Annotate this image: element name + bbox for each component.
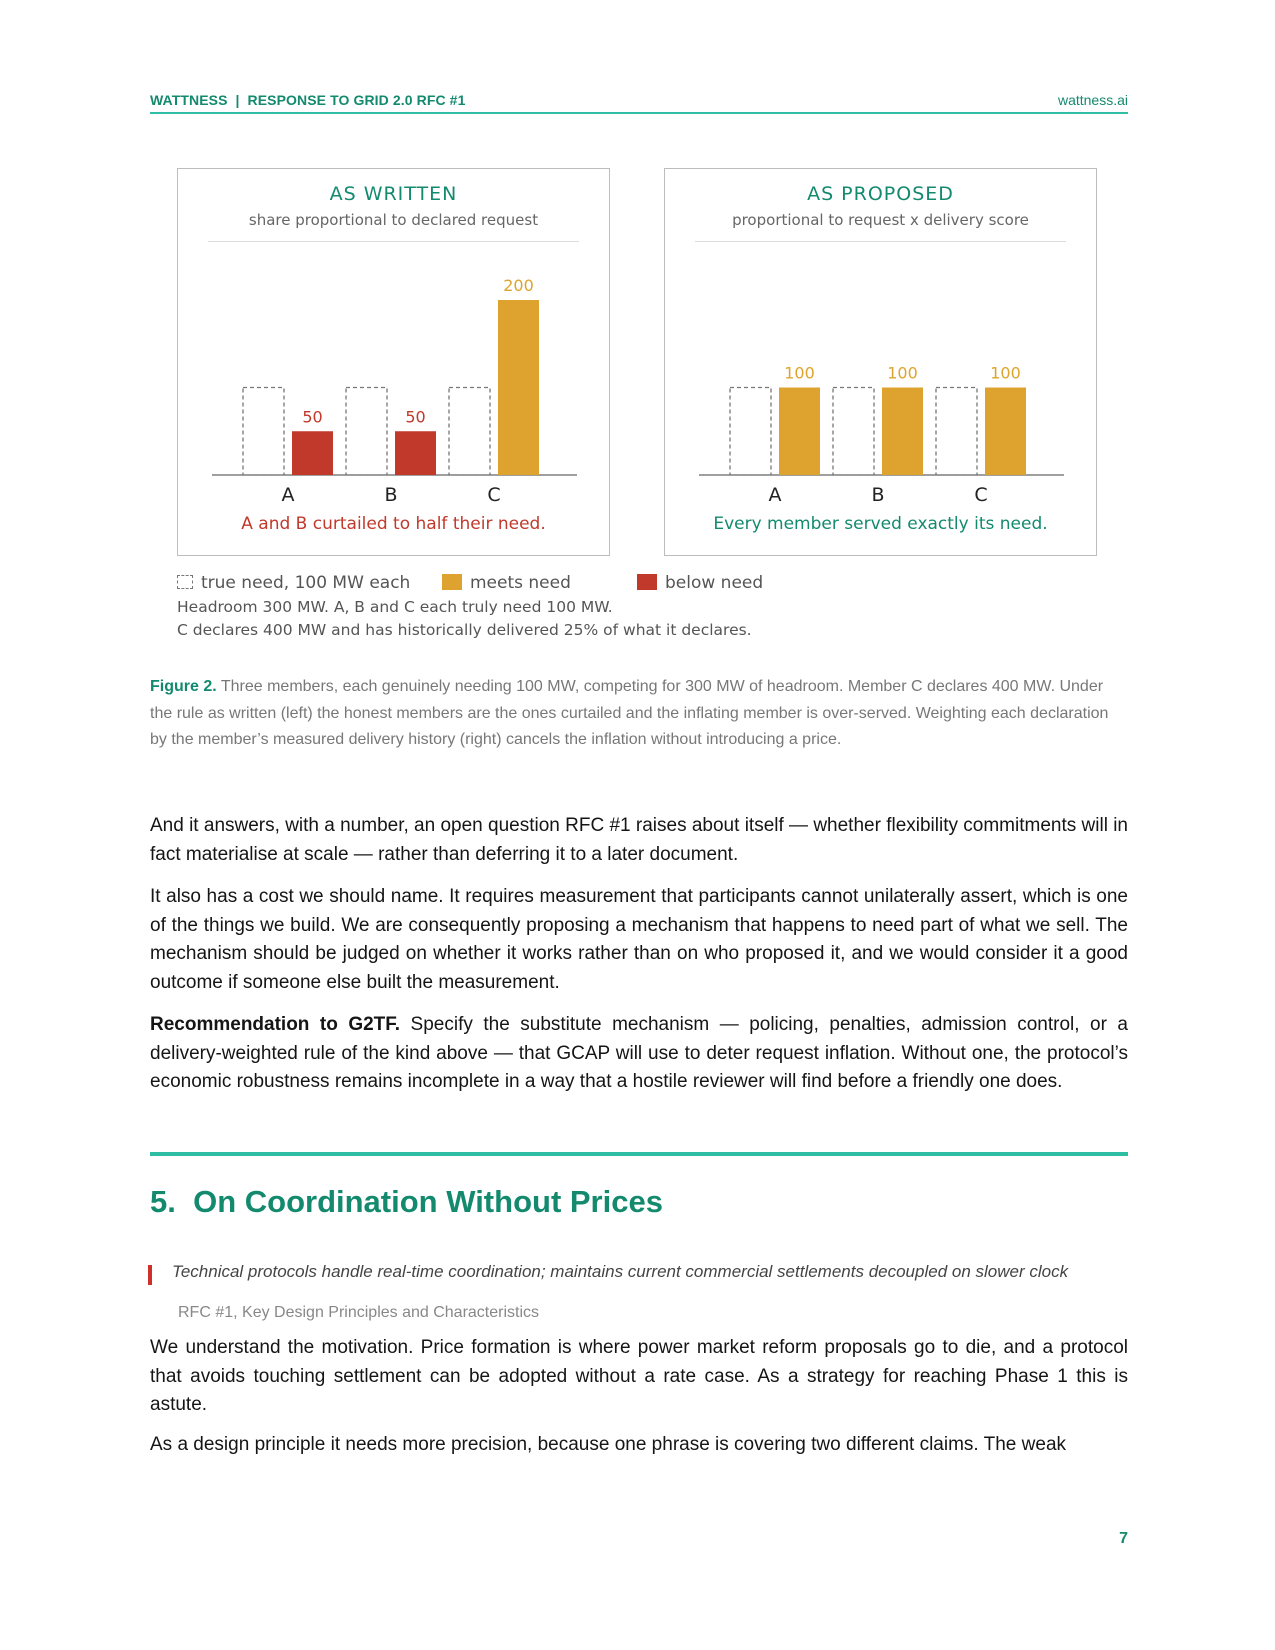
legend-meets bbox=[442, 573, 571, 593]
header-title: WATTNESS | RESPONSE TO GRID 2.0 RFC #1 bbox=[150, 92, 466, 108]
legend-below-label: below need bbox=[665, 573, 764, 593]
body-paragraph: It also has a cost we should name. It requires measurement that participants cannot unilaterally assert, which is one of the things we build. We are consequently proposing a mechanism that happens to need part of what we sell. The mechanism should be judged on whether it works rather than on who proposed it, and we would consider it a good outcome if someone else built the measurement. bbox=[150, 886, 1128, 993]
figure-note: Headroom 300 MW. A, B and C each truly need 100 MW. bbox=[177, 598, 613, 616]
below-swatch-icon bbox=[637, 574, 657, 590]
true-need-bar bbox=[449, 388, 490, 476]
true-need-bar bbox=[243, 388, 284, 476]
data-label: 100 bbox=[887, 363, 918, 383]
caption-label: Figure 2. bbox=[150, 678, 217, 695]
category-tick-label: B bbox=[871, 484, 885, 506]
chart-title: AS WRITTEN bbox=[329, 183, 458, 205]
body-paragraph: As a design principle it needs more precision, because one phrase is covering two different claims. The weak bbox=[150, 1434, 1067, 1455]
allocation-bar bbox=[498, 300, 539, 475]
allocation-bar bbox=[882, 388, 923, 476]
caption-text: Three members, each genuinely needing 100 MW, competing for 300 MW of headroom. Member C declares 400 MW. Under the rule as written (left) the honest members are the ones curtailed and the inflating member is over-served. Weighting each declaration by the member’s measured delivery history (right) cancels the inflation without introducing a price. bbox=[150, 678, 1109, 748]
header-site-link[interactable]: wattness.ai bbox=[1057, 92, 1128, 108]
chart-note: A and B curtailed to half their need. bbox=[241, 514, 546, 534]
figure-caption bbox=[150, 674, 1128, 754]
true-need-bar bbox=[936, 388, 977, 476]
recommendation-label: Recommendation to G2TF. bbox=[150, 1014, 401, 1035]
true-need-bar bbox=[346, 388, 387, 476]
chart-panel-as-proposed bbox=[664, 168, 1097, 556]
data-label: 100 bbox=[784, 363, 815, 383]
page-number: 7 bbox=[1119, 1530, 1128, 1547]
true-need-bar bbox=[833, 388, 874, 476]
data-label: 50 bbox=[302, 407, 323, 427]
category-tick-label: A bbox=[768, 484, 782, 506]
data-label: 200 bbox=[503, 276, 534, 295]
allocation-bar bbox=[292, 431, 333, 475]
section-divider bbox=[150, 1152, 1128, 1156]
quote-source: RFC #1, Key Design Principles and Characteristics bbox=[178, 1304, 540, 1321]
pull-quote: Technical protocols handle real-time coordination; maintains current commercial settlements decoupled on slower clock bbox=[172, 1262, 1069, 1281]
data-label: 50 bbox=[405, 407, 426, 427]
running-header bbox=[150, 90, 1128, 114]
category-tick-label: C bbox=[487, 484, 501, 506]
body-paragraph: And it answers, with a number, an open question RFC #1 raises about itself — whether flexibility commitments will in fact materialise at scale — rather than deferring it to a later document. bbox=[150, 815, 1128, 865]
allocation-bar bbox=[395, 431, 436, 475]
legend-meets-label: meets need bbox=[470, 573, 571, 593]
category-tick-label: B bbox=[384, 484, 398, 506]
figure-note: C declares 400 MW and has historically delivered 25% of what it declares. bbox=[177, 621, 752, 639]
recommendation-text: Specify the substitute mechanism — policing, penalties, admission control, or a delivery-weighted rule of the kind above — that GCAP will use to deter request inflation. Without one, the protocol’s economic robustness remains incomplete in a way that a hostile reviewer will find before a friendly one does. bbox=[150, 1014, 1128, 1092]
allocation-bar bbox=[985, 388, 1026, 476]
chart-plot bbox=[178, 169, 611, 557]
legend-below bbox=[637, 573, 763, 593]
legend-need-label: true need, 100 MW each bbox=[201, 573, 411, 593]
chart-panel-as-written bbox=[177, 168, 610, 556]
category-tick-label: C bbox=[974, 484, 988, 506]
legend-need bbox=[177, 573, 410, 593]
section-heading: 5. On Coordination Without Prices bbox=[150, 1184, 663, 1219]
true-need-bar bbox=[730, 388, 771, 476]
chart-note: Every member served exactly its need. bbox=[713, 514, 1048, 534]
body-paragraph: We understand the motivation. Price formation is where power market reform proposals go to die, and a protocol that avoids touching settlement can be adopted without a rate case. As a strategy for reaching Phase 1 this is astute. bbox=[150, 1337, 1128, 1415]
allocation-bar bbox=[779, 388, 820, 476]
quote-marker-icon bbox=[148, 1265, 152, 1285]
recommendation-paragraph bbox=[150, 1011, 1128, 1097]
chart-subtitle: share proportional to declared request bbox=[248, 211, 539, 229]
data-label: 100 bbox=[990, 363, 1021, 383]
meets-swatch-icon bbox=[442, 574, 462, 590]
category-tick-label: A bbox=[281, 484, 295, 506]
chart-subtitle: proportional to request x delivery score bbox=[732, 211, 1029, 229]
dashed-box-icon bbox=[177, 575, 193, 589]
chart-plot bbox=[665, 169, 1098, 557]
chart-title: AS PROPOSED bbox=[807, 183, 954, 205]
